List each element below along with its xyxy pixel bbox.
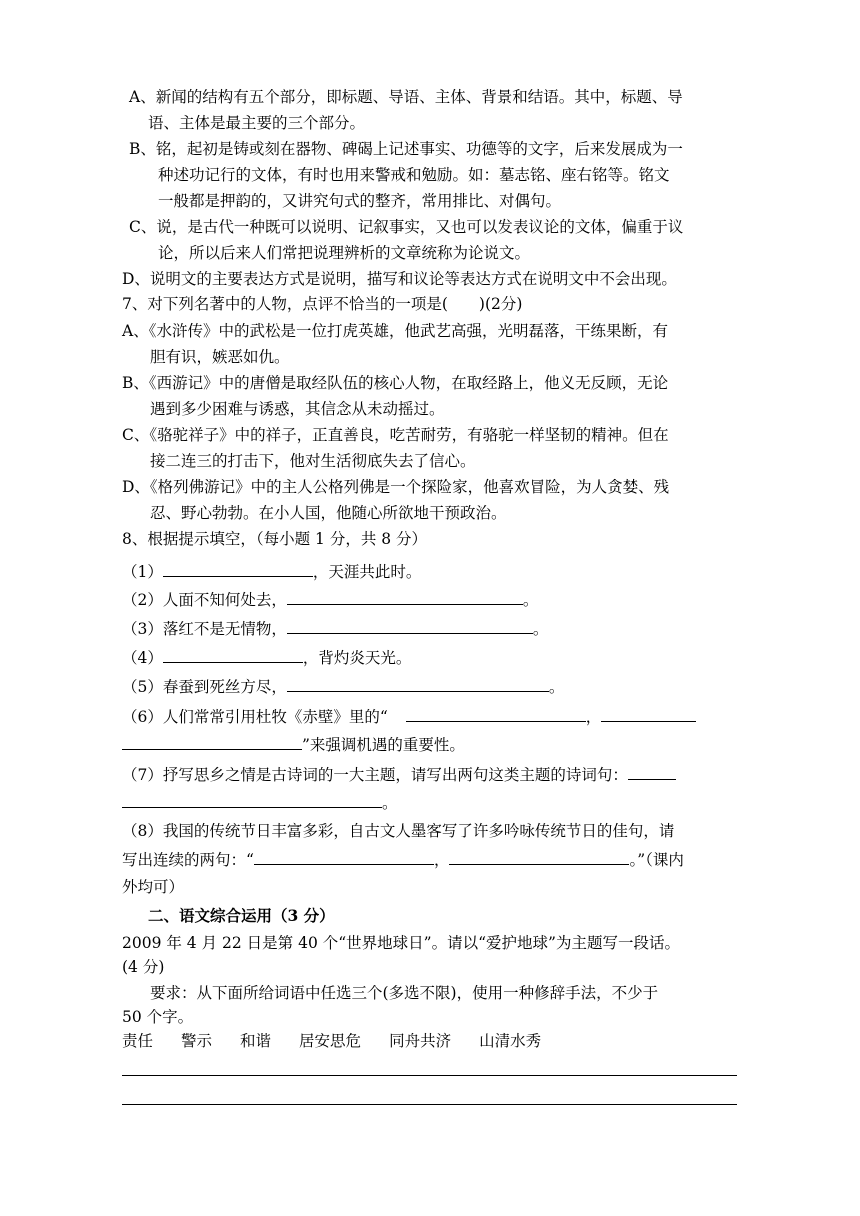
q8-item-8-line2 [122, 848, 684, 871]
word-bank-item: 警示 [181, 1032, 213, 1050]
answer-line-2[interactable] [122, 1104, 737, 1105]
q8-item-8-line1: （8）我国的传统节日丰富多彩，自古文人墨客写了许多吟咏传统节日的佳句，请 [122, 822, 675, 840]
q8-item-8-comma: ， [433, 851, 450, 869]
answer-blank-8a[interactable] [254, 848, 434, 865]
q8-item-6-line2 [122, 733, 465, 756]
word-bank-item: 和谐 [240, 1032, 272, 1050]
q7-option-a-line1: A、《水浒传》中的武松是一位打虎英雄，他武艺高强，光明磊落，干练果断，有 [122, 322, 668, 340]
section-2-requirement-line2: 50 个字。 [122, 1008, 194, 1026]
word-bank-item: 山清水秀 [479, 1032, 542, 1050]
q7-option-c-line1: C、《骆驼祥子》中的祥子，正直善良，吃苦耐劳，有骆驼一样坚韧的精神。但在 [122, 426, 669, 444]
answer-blank-7b[interactable] [122, 791, 382, 808]
q7-stem: 7、对下列名著中的人物，点评不恰当的一项是( )(2分) [122, 295, 523, 313]
q7-option-b-line1: B、《西游记》中的唐僧是取经队伍的核心人物，在取经路上，他义无反顾，无论 [122, 374, 669, 392]
q8-item-7-period: 。 [382, 794, 398, 812]
answer-blank-5[interactable] [287, 675, 549, 692]
answer-line-1[interactable] [122, 1075, 737, 1076]
q6-option-c-line2: 论，所以后来人们常把说理辨析的文章统称为论说文。 [158, 244, 531, 262]
q8-item-2 [122, 588, 538, 611]
q8-item-4 [122, 646, 411, 669]
q8-item-3-text: （3）落红不是无情物， [122, 620, 287, 638]
q6-option-c-line1: C、说，是古代一种既可以说明、记叙事实，又也可以发表议论的文体，偏重于议 [129, 218, 684, 236]
q8-item-2-period: 。 [522, 591, 539, 609]
answer-blank-4[interactable] [163, 646, 303, 663]
q8-item-1-number: （1） [122, 563, 163, 581]
word-bank [122, 1030, 569, 1052]
q8-item-8-end: 。”（课内 [629, 851, 684, 869]
q8-stem: 8、根据提示填空，（每小题 1 分，共 8 分） [122, 530, 428, 548]
q8-item-7-line1 [122, 763, 676, 786]
q6-option-b-line2: 种述功记行的文体，有时也用来警戒和勉励。如：墓志铭、座右铭等。铭文 [158, 166, 670, 184]
q7-option-d-line2: 忍、野心勃勃。在小人国，他随心所欲地干预政治。 [150, 504, 507, 522]
q8-item-1 [122, 560, 421, 583]
q6-option-a-line2: 语、主体是最主要的三个部分。 [148, 114, 366, 132]
answer-blank-6a[interactable] [406, 705, 586, 722]
q8-item-4-text: ，背灼炎天光。 [302, 649, 412, 667]
answer-blank-8b[interactable] [449, 848, 629, 865]
q7-option-b-line2: 遇到多少困难与诱惑，其信念从未动摇过。 [150, 400, 445, 418]
q8-item-7-line2 [122, 791, 398, 814]
word-bank-item: 同舟共济 [389, 1032, 452, 1050]
q8-item-3-period: 。 [532, 620, 549, 638]
word-bank-item: 责任 [122, 1032, 154, 1050]
q8-item-5-period: 。 [548, 678, 565, 696]
answer-blank-3[interactable] [287, 617, 533, 634]
word-bank-item: 居安思危 [299, 1032, 362, 1050]
q8-item-6-text: （6）人们常常引用杜牧《赤壁》里的“ [122, 708, 388, 726]
q8-item-7-text: （7）抒写思乡之情是古诗词的一大主题，请写出两句这类主题的诗词句： [122, 766, 628, 784]
q8-item-8-text: 写出连续的两句：“ [122, 851, 254, 869]
answer-blank-2[interactable] [287, 588, 523, 605]
q8-item-5 [122, 675, 564, 698]
q8-item-2-text: （2）人面不知何处去， [122, 591, 287, 609]
q8-item-6-line1 [122, 705, 696, 728]
answer-blank-1[interactable] [163, 560, 313, 577]
q8-item-6-tail: ”来强调机遇的重要性。 [302, 736, 465, 754]
answer-blank-7a[interactable] [628, 763, 676, 780]
q6-option-b-line1: B、铭，起初是铸或刻在器物、碑碣上记述事实、功德等的文字，后来发展成为一 [129, 140, 683, 158]
q6-option-d-line1: D、说明文的主要表达方式是说明，描写和议论等表达方式在说明文中不会出现。 [122, 270, 677, 288]
section-2-prompt-line1: 2009 年 4 月 22 日是第 40 个“世界地球日”。请以“爱护地球”为主题写一段话。 [122, 934, 680, 952]
q8-item-5-text: （5）春蚕到死丝方尽， [122, 678, 287, 696]
q8-item-1-text: ，天涯共此时。 [312, 563, 422, 581]
q8-item-8-line3: 外均可） [122, 878, 185, 896]
answer-blank-6b[interactable] [601, 705, 696, 722]
q7-option-a-line2: 胆有识，嫉恶如仇。 [150, 348, 290, 366]
q8-item-3 [122, 617, 548, 640]
q8-item-4-number: （4） [122, 649, 163, 667]
answer-blank-6c[interactable] [122, 733, 302, 750]
q7-option-d-line1: D、《格列佛游记》中的主人公格列佛是一个探险家，他喜欢冒险，为人贪婪、残 [122, 478, 670, 496]
q6-option-b-line3: 一般都是押韵的，又讲究句式的整齐，常用排比、对偶句。 [158, 192, 562, 210]
q8-item-6-comma: ， [585, 708, 602, 726]
section-2-prompt-line2: (4 分) [122, 958, 165, 976]
q6-option-a-line1: A、新闻的结构有五个部分，即标题、导语、主体、背景和结语。其中，标题、导 [129, 88, 683, 106]
section-2-heading: 二、语文综合运用（3 分） [148, 906, 335, 925]
section-2-requirement-line1: 要求：从下面所给词语中任选三个(多选不限)，使用一种修辞手法，不少于 [150, 984, 659, 1002]
q7-option-c-line2: 接二连三的打击下，他对生活彻底失去了信心。 [150, 452, 476, 470]
